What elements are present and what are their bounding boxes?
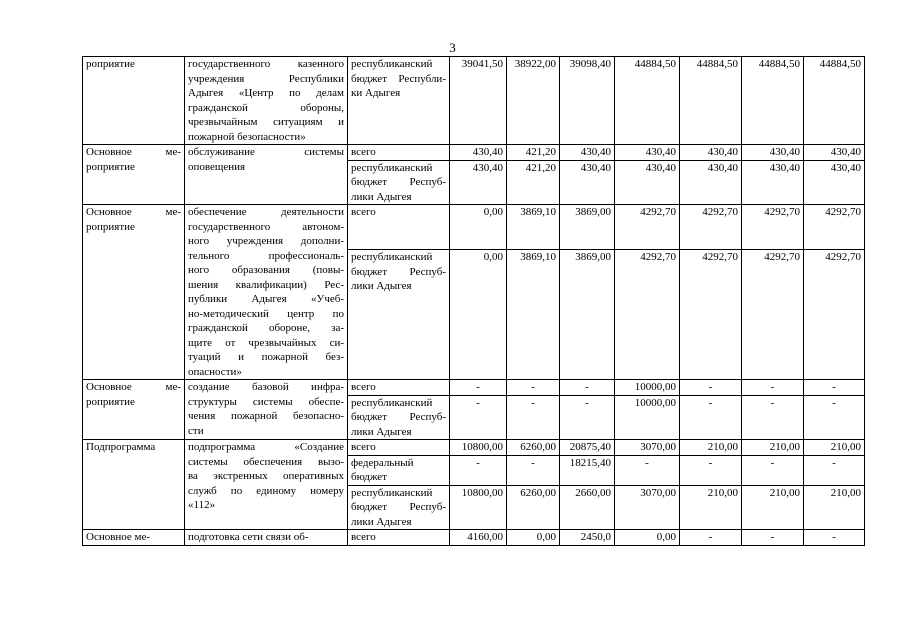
table-body xyxy=(83,57,865,546)
funding-source-cell xyxy=(348,57,450,145)
amount-cell: - xyxy=(560,380,615,396)
amount-cell: 3869,00 xyxy=(560,205,615,250)
amount-cell: 430,40 xyxy=(680,160,742,205)
funding-source-line: лики Адыгея xyxy=(351,190,412,203)
amount-cell: 421,20 xyxy=(507,145,560,161)
measure-type-line: роприятие xyxy=(86,160,135,173)
funding-source-cell xyxy=(348,530,450,546)
measure-type-line: роприятие xyxy=(86,220,135,233)
funding-source-line: бюджет Респуб- xyxy=(351,265,446,278)
amount-cell: - xyxy=(615,455,680,485)
amount-cell: 430,40 xyxy=(742,160,804,205)
measure-type-line: роприятие xyxy=(86,58,135,70)
funding-source-line: республиканский xyxy=(351,161,433,174)
description-line: «112» xyxy=(188,499,216,511)
description-line: но-методический центр по xyxy=(188,307,344,320)
amount-cell: 10800,00 xyxy=(450,485,507,530)
amount-cell: 430,40 xyxy=(450,160,507,205)
funding-source-line: республиканский xyxy=(351,251,433,264)
amount-cell: 44884,50 xyxy=(742,57,804,145)
amount-cell: 210,00 xyxy=(742,440,804,456)
amount-cell: 4292,70 xyxy=(680,250,742,380)
amount-cell: - xyxy=(742,530,804,546)
amount-cell: - xyxy=(680,530,742,546)
funding-source-cell xyxy=(348,485,450,530)
description-line: гражданской обороне, за- xyxy=(188,322,344,334)
amount-cell: 430,40 xyxy=(615,145,680,161)
page-number: 3 xyxy=(449,40,456,55)
measure-type-cell xyxy=(83,440,185,530)
measure-type-line: Основное ме- xyxy=(86,531,151,543)
funding-source-cell xyxy=(348,440,450,456)
amount-cell: 4292,70 xyxy=(804,250,865,380)
measure-description-cell xyxy=(185,440,348,530)
amount-cell: 10000,00 xyxy=(615,380,680,396)
amount-cell: 0,00 xyxy=(615,530,680,546)
amount-cell: 4160,00 xyxy=(450,530,507,546)
funding-source-line: бюджет Респуб- xyxy=(351,501,446,513)
amount-cell: 4292,70 xyxy=(615,250,680,380)
description-line: Адыгея «Центр по делам xyxy=(188,87,344,99)
funding-source-line: бюджет xyxy=(351,471,387,483)
amount-cell: 210,00 xyxy=(680,485,742,530)
amount-cell: 210,00 xyxy=(680,440,742,456)
amount-cell: 18215,40 xyxy=(560,455,615,485)
funding-source-line: республиканский xyxy=(351,58,433,70)
funding-source-cell xyxy=(348,160,450,205)
amount-cell: - xyxy=(680,380,742,396)
funding-source-line: бюджет Респуб- xyxy=(351,176,446,188)
amount-cell: - xyxy=(560,395,615,440)
funding-source-line: всего xyxy=(351,146,376,158)
amount-cell: 39041,50 xyxy=(450,57,507,145)
description-line: оповещения xyxy=(188,160,246,173)
amount-cell: 3070,00 xyxy=(615,485,680,530)
amount-cell: - xyxy=(804,395,865,440)
amount-cell: 4292,70 xyxy=(615,205,680,250)
measure-type-cell xyxy=(83,530,185,546)
description-line: ного образования (повы- xyxy=(188,264,344,276)
amount-cell: 4292,70 xyxy=(742,205,804,250)
description-line: пожарной безопасности» xyxy=(188,130,306,143)
funding-source-line: бюджет Респуб- xyxy=(351,411,446,423)
amount-cell: 38922,00 xyxy=(507,57,560,145)
table-row xyxy=(83,530,865,546)
amount-cell: 4292,70 xyxy=(742,250,804,380)
table-row xyxy=(83,145,865,161)
measure-description-cell xyxy=(185,145,348,205)
amount-cell: - xyxy=(450,380,507,396)
amount-cell: 10000,00 xyxy=(615,395,680,440)
amount-cell: 3869,10 xyxy=(507,205,560,250)
measure-type-cell xyxy=(83,205,185,380)
amount-cell: 430,40 xyxy=(560,160,615,205)
amount-cell: 3869,00 xyxy=(560,250,615,380)
amount-cell: - xyxy=(742,395,804,440)
amount-cell: 4292,70 xyxy=(804,205,865,250)
funding-source-cell xyxy=(348,250,450,380)
amount-cell: 44884,50 xyxy=(680,57,742,145)
description-line: ного учреждения дополни- xyxy=(188,235,344,247)
funding-source-line: федеральный xyxy=(351,456,414,469)
amount-cell: 430,40 xyxy=(804,145,865,161)
funding-source-line: всего xyxy=(351,206,376,218)
measure-type-line: Подпрограмма xyxy=(86,441,156,453)
amount-cell: - xyxy=(804,380,865,396)
amount-cell: - xyxy=(450,395,507,440)
measure-type-line: роприятие xyxy=(86,395,135,408)
amount-cell: 210,00 xyxy=(742,485,804,530)
description-line: учреждения Республики xyxy=(188,72,344,85)
amount-cell: - xyxy=(450,455,507,485)
amount-cell: 0,00 xyxy=(450,250,507,380)
measure-type-line: Основное ме- xyxy=(86,381,181,393)
amount-cell: 430,40 xyxy=(560,145,615,161)
amount-cell: - xyxy=(680,455,742,485)
amount-cell: 44884,50 xyxy=(804,57,865,145)
amount-cell: - xyxy=(742,455,804,485)
funding-source-line: республиканский xyxy=(351,396,433,409)
description-line: тельного профессиональ- xyxy=(188,249,344,262)
funding-source-cell xyxy=(348,455,450,485)
table-row xyxy=(83,380,865,396)
funding-source-line: ки Адыгея xyxy=(351,87,401,99)
amount-cell: 3070,00 xyxy=(615,440,680,456)
measure-type-line: Основное ме- xyxy=(86,146,181,158)
description-line: сти xyxy=(188,424,204,437)
amount-cell: - xyxy=(742,380,804,396)
measure-type-cell xyxy=(83,380,185,440)
amount-cell: 4292,70 xyxy=(680,205,742,250)
description-line: обеспечение деятельности xyxy=(188,206,344,218)
amount-cell: 20875,40 xyxy=(560,440,615,456)
funding-source-cell xyxy=(348,380,450,396)
description-line: системы обеспечения вызо- xyxy=(188,455,344,468)
amount-cell: 39098,40 xyxy=(560,57,615,145)
table-row xyxy=(83,57,865,145)
amount-cell: 210,00 xyxy=(804,440,865,456)
funding-source-cell xyxy=(348,145,450,161)
funding-source-cell xyxy=(348,205,450,250)
measure-description-cell xyxy=(185,380,348,440)
measure-description-cell xyxy=(185,205,348,380)
amount-cell: 6260,00 xyxy=(507,440,560,456)
amount-cell: 2450,0 xyxy=(560,530,615,546)
description-line: служб по единому номеру xyxy=(188,484,344,497)
amount-cell: - xyxy=(507,455,560,485)
description-line: государственного казенного xyxy=(188,58,344,70)
description-line: туаций и пожарной без- xyxy=(188,351,344,363)
amount-cell: - xyxy=(804,455,865,485)
amount-cell: - xyxy=(507,380,560,396)
description-line: гражданской обороны, xyxy=(188,101,344,114)
amount-cell: 0,00 xyxy=(507,530,560,546)
description-line: подготовка сети связи об- xyxy=(188,531,309,543)
amount-cell: 430,40 xyxy=(680,145,742,161)
amount-cell: 0,00 xyxy=(450,205,507,250)
description-line: обслуживание системы xyxy=(188,146,344,158)
funding-source-cell xyxy=(348,395,450,440)
amount-cell: 210,00 xyxy=(804,485,865,530)
amount-cell: - xyxy=(804,530,865,546)
table-row xyxy=(83,440,865,456)
description-line: структуры системы обеспе- xyxy=(188,395,344,408)
funding-source-line: лики Адыгея xyxy=(351,515,412,528)
description-line: государственного автоном- xyxy=(188,220,344,233)
amount-cell: 44884,50 xyxy=(615,57,680,145)
amount-cell: 421,20 xyxy=(507,160,560,205)
amount-cell: - xyxy=(507,395,560,440)
measure-description-cell xyxy=(185,57,348,145)
table-row xyxy=(83,205,865,250)
amount-cell: - xyxy=(680,395,742,440)
amount-cell: 430,40 xyxy=(450,145,507,161)
amount-cell: 6260,00 xyxy=(507,485,560,530)
measure-type-cell xyxy=(83,57,185,145)
description-line: чрезвычайным ситуациям и xyxy=(188,116,344,128)
measure-type-cell xyxy=(83,145,185,205)
description-line: подпрограмма «Создание xyxy=(188,441,344,453)
amount-cell: 10800,00 xyxy=(450,440,507,456)
funding-source-line: бюджет Республи- xyxy=(351,72,446,85)
measure-type-line: Основное ме- xyxy=(86,206,181,218)
amount-cell: 3869,10 xyxy=(507,250,560,380)
amount-cell: 430,40 xyxy=(804,160,865,205)
description-line: ва экстренных оперативных xyxy=(188,470,344,482)
funding-source-line: республиканский xyxy=(351,486,433,499)
amount-cell: 430,40 xyxy=(615,160,680,205)
funding-source-line: лики Адыгея xyxy=(351,280,412,293)
description-line: опасности» xyxy=(188,365,242,378)
amount-cell: 430,40 xyxy=(742,145,804,161)
funding-source-line: всего xyxy=(351,381,376,393)
measure-description-cell xyxy=(185,530,348,546)
amount-cell: 2660,00 xyxy=(560,485,615,530)
funding-source-line: всего xyxy=(351,531,376,543)
description-line: щите от чрезвычайных си- xyxy=(188,336,344,349)
funding-source-line: лики Адыгея xyxy=(351,425,412,438)
description-line: публики Адыгея «Учеб- xyxy=(188,293,344,305)
funding-source-line: всего xyxy=(351,441,376,453)
description-line: шения квалификации) Рес- xyxy=(188,278,344,291)
budget-table xyxy=(82,56,865,546)
description-line: создание базовой инфра- xyxy=(188,381,344,393)
description-line: чения пожарной безопасно- xyxy=(188,410,344,422)
